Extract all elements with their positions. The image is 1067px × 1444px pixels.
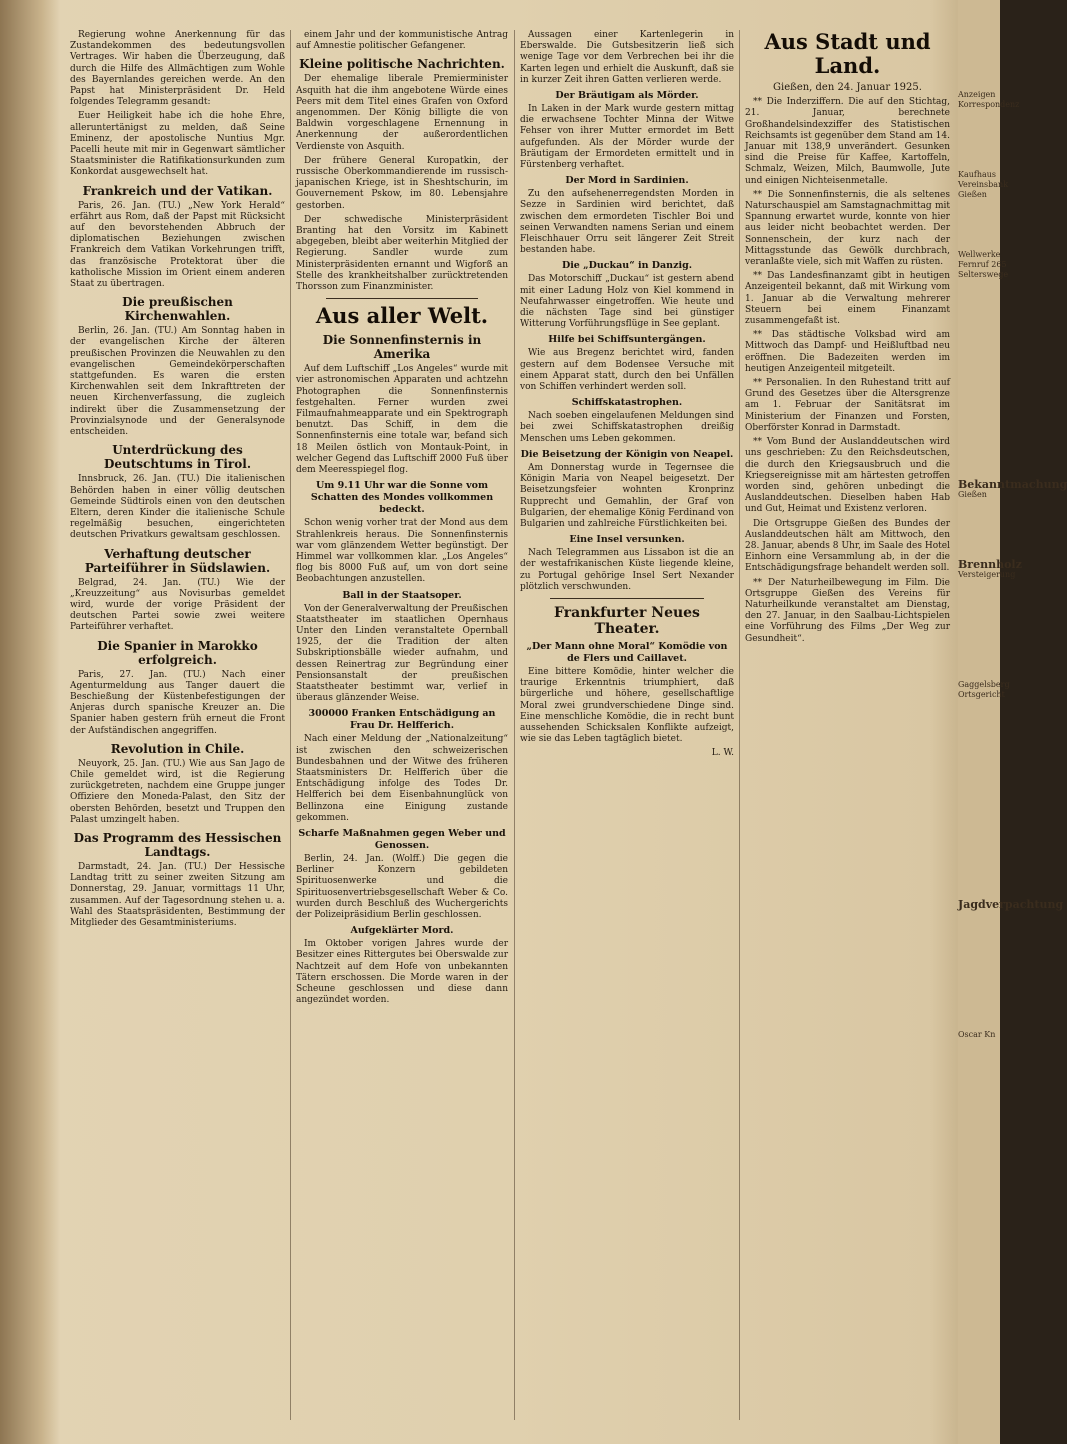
article-text: ** Das Landesfinanzamt gibt in heutigen Anzeigenteil bekannt, daß mit Wirkung vom 1. Januar ab die Verwaltung mehrerer Steuern bei einem Finanzamt zusammengefaßt ist. <box>745 271 950 327</box>
section-divider <box>326 298 478 299</box>
column-2 <box>296 30 508 1420</box>
article-text: Schon wenig vorher trat der Mond aus dem Strahlenkreis heraus. Die Sonnenfinsternis war vom glänzendem Wetter begünstigt. Der Himmel war vollkommen klar. „Los Angeles“ flog bis 8000 Fuß auf, um von dort seine Beobachtungen anzustellen. <box>296 518 508 585</box>
edge-text: Versteigerung <box>958 570 1016 579</box>
article-subheadline: Der Mord in Sardinien. <box>565 175 689 187</box>
section-heading: Frankfurter Neues Theater. <box>554 604 700 637</box>
article-text: Der ehemalige liberale Premierminister Asquith hat die ihm angebotene Würde eines Peers mit dem Titel eines Grafen von Oxford angenommen. Der König billigte die von Baldwin vorgeschlagene Ernennung in Anerkennung der außerordentlichen Verdienste von Asquith. <box>296 74 508 152</box>
article-text: Am Donnerstag wurde in Tegernsee die Königin Maria von Neapel beigesetzt. Der Beisetzungsfeier wohnten Kronprinz Rupprecht und Gemahlin, der Graf von Bulgarien, der ehemalige König Ferdinand von Bulgarien und zahlreiche Fürstlichkeiten bei. <box>520 462 734 529</box>
edge-text: Ortsgericht <box>958 690 1005 699</box>
article-text: ** Die Inderziffern. Die auf den Stichtag, 21. Januar, berechnete Großhandelsindexziffer des Statistischen Reichsamts ist gegenüber dem Stand am 14. Januar mit 138,9 unverändert. Gesunken sind die Preise für Kaffee, Kartoffeln, Schmalz, Weizen, Milch, Baumwolle, Jute und einigen Nichteisenmetalle. <box>745 97 950 186</box>
article-headline: Frankreich und der Vatikan. <box>82 183 273 198</box>
article-subheadline: Um 9.11 Uhr war die Sonne vom Schatten des Mondes vollkommen bedeckt. <box>310 480 494 516</box>
edge-text: Brennholz <box>958 558 1022 571</box>
article-text: Berlin, 24. Jan. (Wolff.) Die gegen die Berliner Konzern gebildeten Spirituosenwerke und die Spirituosenvertriebsgesellschaft Weber & Co. wurden durch Beschluß des Wuchergerichts der Polizeipräsidium Berlin geschlossen. <box>296 853 508 920</box>
edge-text: Selterswege <box>958 270 1009 279</box>
article-text: Das Motorschiff „Duckau“ ist gestern abend mit einer Ladung Holz von Kiel kommend in Neufahrwasser eingetroffen. Wie heute und die nächsten Tage sind bei günstiger Witterung Vorführungsflüge in See geplant. <box>520 274 734 330</box>
article-text: ** Vom Bund der Auslanddeutschen wird uns geschrieben: Zu den Reichsdeutschen, die durch den Kriegsausbruch und die Kriegsereignisse mit am härtesten getroffen worden sind, gehören unbedingt die Auslanddeutschen. Dieselben haben Hab und Gut, Heimat und Existenz verloren. <box>745 437 950 515</box>
edge-text: Anzeigen <box>958 90 996 99</box>
section-heading: Aus aller Welt. <box>315 303 489 329</box>
edge-text: Kaufhaus <box>958 170 997 179</box>
article-text: Neuyork, 25. Jan. (TU.) Wie aus San Jago de Chile gemeldet wird, ist die Regierung zurückgetreten, nachdem eine Gruppe junger Offiziere den Moneda-Palast, den Sitz der obersten Behörden, besetzt und Truppen den Palast umzingelt haben. <box>70 758 285 825</box>
article-text: Berlin, 26. Jan. (TU.) Am Sonntag haben in der evangelischen Kirche der älteren preußischen Provinzen die Neuwahlen zu den evangelischen Gemeindekörperschaften stattgefunden. Es waren die ersten Kirchenwahlen seit dem Inkrafttreten der neuen Kirchenverfassung, die zugleich indirekt über die Zusammensetzung der Provinzialsynode und der Generalsynode entscheiden. <box>70 326 285 438</box>
article-text: Nach einer Meldung der „Nationalzeitung“ ist zwischen den schweizerischen Bundesbahnen und der Witwe des früheren Staatsministers Dr. Helfferich über die Entschädigung infolge des Todes Dr. Helfferich bei dem Eisenbahnunglück von Bellinzona eine Einigung zustande gekommen. <box>296 734 508 823</box>
edge-text: Fernruf 265 <box>958 260 1007 269</box>
edge-text: Gießen <box>958 190 987 199</box>
article-text: ** Das städtische Volksbad wird am Mittwoch das Dampf- und Heißluftbad neu eröffnen. Die Badezeiten werden im heutigen Anzeigenteil mitgeteilt. <box>745 330 950 374</box>
article-subheadline: Ball in der Staatsoper. <box>342 589 462 601</box>
article-headline: Die Sonnenfinsternis in Amerika <box>322 333 482 362</box>
edge-text: Gießen <box>958 490 987 499</box>
article-subheadline: Eine Insel versunken. <box>569 534 685 546</box>
article-headline: Kleine politische Nachrichten. <box>299 57 505 72</box>
article-text: In Laken in der Mark wurde gestern mittag die erwachsene Tochter Minna der Witwe Fehser von ihrer Mutter ermordet im Bett aufgefunden. Als der Mörder wurde der Bräutigam der Ermordeten ermittelt und in Fürstenberg verhaftet. <box>520 104 734 171</box>
article-text: Der frühere General Kuropatkin, der russische Oberkommandierende im russisch-japanischen Kriege, ist in Sheshtschurin, im Gouvernement Pskow, im 80. Lebensjahre gestorben. <box>296 155 508 211</box>
article-text: ** Personalien. In den Ruhestand tritt auf Grund des Gesetzes über die Altersgrenze am 1. Februar der Sanitätsrat im Ministerium der Finanzen und Forsten, Oberförster Konrad in Darmstadt. <box>745 378 950 433</box>
article-headline: Revolution in Chile. <box>110 741 245 756</box>
edge-text: Wellwerke <box>958 250 1001 259</box>
edge-text: Oscar Kn <box>958 1030 996 1039</box>
article-headline: Das Programm des Hessischen Landtags. <box>73 830 282 859</box>
column-3 <box>520 30 734 1420</box>
article-text: Euer Heiligkeit habe ich die hohe Ehre, alleruntertänigst zu melden, daß Seine Eminenz, der apostolische Nuntius Mgr. Pacelli heute mit mir in Gegenwart sämtlicher Staatsminister die Ratifikationsurkunden zum Konkordat ausgewechselt hat. <box>70 111 285 178</box>
article-text: Zu den aufsehenerregendsten Morden in Sezze in Sardinien wird berichtet, daß zwischen dem ermordeten Tischler Boi und seinen Verwandten namens Serian und einem Fleischhauer Orru seit längerer Zeit Streit bestanden habe. <box>520 189 734 256</box>
article-subheadline: Schiffskatastrophen. <box>571 397 683 409</box>
article-subheadline: Die Beisetzung der Königin von Neapel. <box>520 448 734 460</box>
article-subheadline: „Der Mann ohne Moral“ Komödie von de Flers und Caillavet. <box>526 640 728 664</box>
article-text: Aussagen einer Kartenlegerin in Eberswalde. Die Gutsbesitzerin ließ sich wenige Tage vor dem Verbrechen bei ihr die Karten legen und erhielt die Auskunft, daß sie in kurzer Zeit ihren Gatten verlieren werde. <box>520 30 734 85</box>
author-signature: L. W. <box>711 748 734 759</box>
article-text: Regierung wohne Anerkennung für das Zustandekommen des bedeutungsvollen Vertrages. Wir haben die Überzeugung, daß durch die Hilfe des Allmächtigen zum Wohle des Bayernlandes gereichen werde. An den Papst hat Ministerpräsident Dr. Held folgendes Telegramm gesandt: <box>70 30 285 108</box>
dateline: Gießen, den 24. Januar 1925. <box>773 82 922 93</box>
edge-text: Gaggelsberg <box>958 680 1010 689</box>
edge-text: Bekanntmachung <box>958 478 1067 491</box>
article-text: ** Die Sonnenfinsternis, die als seltenes Naturschauspiel am Samstagnachmittag mit Spannung erwartet wurde, konnte von hier aus leider nicht beobachtet werden. Der Sonnenschein, der kurz nach der Mittagsstunde das Gewölk durchbrach, veranlaßte viele, sich mit Waffen zu rüsten. <box>745 189 950 268</box>
edge-text: Vereinsbank <box>958 180 1009 189</box>
article-text: Darmstadt, 24. Jan. (TU.) Der Hessische Landtag tritt zu seiner zweiten Sitzung am Donnerstag, 29. Januar, vormittags 11 Uhr, zusammen. Auf der Tagesordnung stehen u. a. Wahl des Staatspräsidenten, Bestimmung der Mitglieder des Gesamtministeriums. <box>70 861 285 928</box>
article-headline: Verhaftung deutscher Parteiführer in Südslawien. <box>84 546 271 575</box>
section-divider <box>550 598 704 599</box>
article-text: Belgrad, 24. Jan. (TU.) Wie der „Kreuzzeitung“ aus Novisurbas gemeldet wird, wurde der vorige Präsident der deutschen Partei sowie zwei weitere Parteiführer verhaftet. <box>70 577 285 633</box>
section-heading: Aus Stadt und Land. <box>764 29 931 78</box>
article-text: einem Jahr und der kommunistische Antrag auf Amnestie politischer Gefangener. <box>296 30 508 52</box>
article-text: Auf dem Luftschiff „Los Angeles“ wurde mit vier astronomischen Apparaten und achtzehn Photographen die Sonnenfinsternis festgehalten. Ferner wurden zwei Filmaufnahmeapparate und ein Spektrograph benutzt. Das Schiff, in dem die Sonnenfinsternis eine totale war, befand sich 18 Meilen östlich von Montauk-Point, in welcher Gegend das Luftschiff 2000 Fuß über dem Meeresspiegel flog. <box>296 364 508 476</box>
edge-text: Korrespondenz <box>958 100 1020 109</box>
article-subheadline: Der Bräutigam als Mörder. <box>555 90 699 102</box>
article-text: Nach soeben eingelaufenen Meldungen sind bei zwei Schiffskatastrophen dreißig Menschen ums Leben gekommen. <box>520 411 734 444</box>
binding-gutter <box>0 0 60 1444</box>
article-headline: Die preußischen Kirchenwahlen. <box>122 295 233 324</box>
column-rule <box>290 30 291 1420</box>
article-headline: Die Spanier in Marokko erfolgreich. <box>97 638 258 667</box>
article-text: Paris, 26. Jan. (TU.) „New York Herald“ erfährt aus Rom, daß der Papst mit Rücksicht auf den bevorstehenden Abbruch der diplomatischen Beziehungen zwischen Frankreich dem Vatikan Vorkehrungen trifft, das französische Protektorat über die katholische Mission im Orient einem anderen Staat zu übertragen. <box>70 200 285 290</box>
article-text: Eine bittere Komödie, hinter welcher die traurige Erkenntnis triumphiert, daß bürgerliche und höhere, gesellschaftlige Moral zwei grundverschiedene Dinge sind. Eine menschliche Komödie, die in recht bunt aussehenden Schicksalen Konflikte aufzeigt, wie sie das Leben tagtäglich bietet. <box>520 666 734 745</box>
newspaper-page <box>70 30 950 1425</box>
article-text: ** Der Naturheilbewegung im Film. Die Ortsgruppe Gießen des Vereins für Naturheilkunde veranstaltet am Dienstag, den 27. Januar, in den Saalbau-Lichtspielen eine Vorführung des Films „Der Weg zur Gesundheit“. <box>745 577 950 644</box>
edge-text: Jagdverpachtung <box>958 898 1064 911</box>
article-subheadline: Aufgeklärter Mord. <box>350 925 454 937</box>
article-text: Nach Telegrammen aus Lissabon ist die an der westafrikanischen Küste liegende kleine, zu Portugal gehörige Insel Sert Nexander plötzlich verschwunden. <box>520 548 734 592</box>
column-rule <box>739 30 740 1420</box>
article-subheadline: Die „Duckau“ in Danzig. <box>561 260 693 272</box>
article-text: Wie aus Bregenz berichtet wird, fanden gestern auf dem Bodensee Versuche mit einem Apparat statt, durch den bei Unfällen von Schiffen verhindert werden soll. <box>520 348 734 393</box>
article-headline: Unterdrückung des Deutschtums in Tirol. <box>103 443 251 472</box>
column-1 <box>70 30 285 1420</box>
article-subheadline: 300000 Franken Entschädigung an Frau Dr. Helfferich. <box>308 708 496 732</box>
article-subheadline: Hilfe bei Schiffsuntergängen. <box>548 334 706 346</box>
adjacent-page-edge <box>958 0 1067 1444</box>
article-text: Von der Generalverwaltung der Preußischen Staatstheater im staatlichen Opernhaus Unter den Linden veranstaltete Opernball 1925, der die Tradition der alten Subskriptionsbälle wieder aufnahm, und dessen Reinertrag zur Begründung einer Pensionsanstalt der preußischen Staatstheater bestimmt war, verlief in überaus glänzender Weise. <box>296 603 508 704</box>
article-subheadline: Scharfe Maßnahmen gegen Weber und Genossen. <box>298 827 506 851</box>
column-rule <box>514 30 515 1420</box>
article-text: Die Ortsgruppe Gießen des Bundes der Auslanddeutschen hält am Mittwoch, den 28. Januar, abends 8 Uhr, im Saale des Hotel Einhorn eine Versammlung ab, in der die Entschädigungsfrage behandelt werden soll. <box>745 518 950 574</box>
article-text: Der schwedische Ministerpräsident Branting hat den Vorsitz im Kabinett abgegeben, bleibt aber weiterhin Mitglied der Regierung. Sandler wurde zum Ministerpräsidenten ernannt und Wigforß an Stelle des krankheitshalber zurücktretenden Thorsson zum Finanzminister. <box>296 214 508 293</box>
article-text: Im Oktober vorigen Jahres wurde der Besitzer eines Rittergutes bei Oberswalde zur Nachtzeit auf dem Hofe von unbekannten Tätern erschossen. Die Morde waren in der Scheune geschlossen und diese dann angezündet worden. <box>296 939 508 1006</box>
article-text: Paris, 27. Jan. (TU.) Nach einer Agenturmeldung aus Tanger dauert die Beschießung der Küstenbefestigungen der Anjeras durch spanische Kreuzer an. Die Spanier haben gestern früh erneut die Front der Aufständischen angegriffen. <box>70 669 285 736</box>
column-4 <box>745 30 950 1420</box>
article-text: Innsbruck, 26. Jan. (TU.) Die italienischen Behörden haben in einer völlig deutschen Gemeinde Südtirols einen von den deutschen Eltern, deren Kinder die italienische Schule regelmäßig besuchen, eingerichteten deutschen Privatkurs gewaltsam geschlossen. <box>70 474 285 541</box>
